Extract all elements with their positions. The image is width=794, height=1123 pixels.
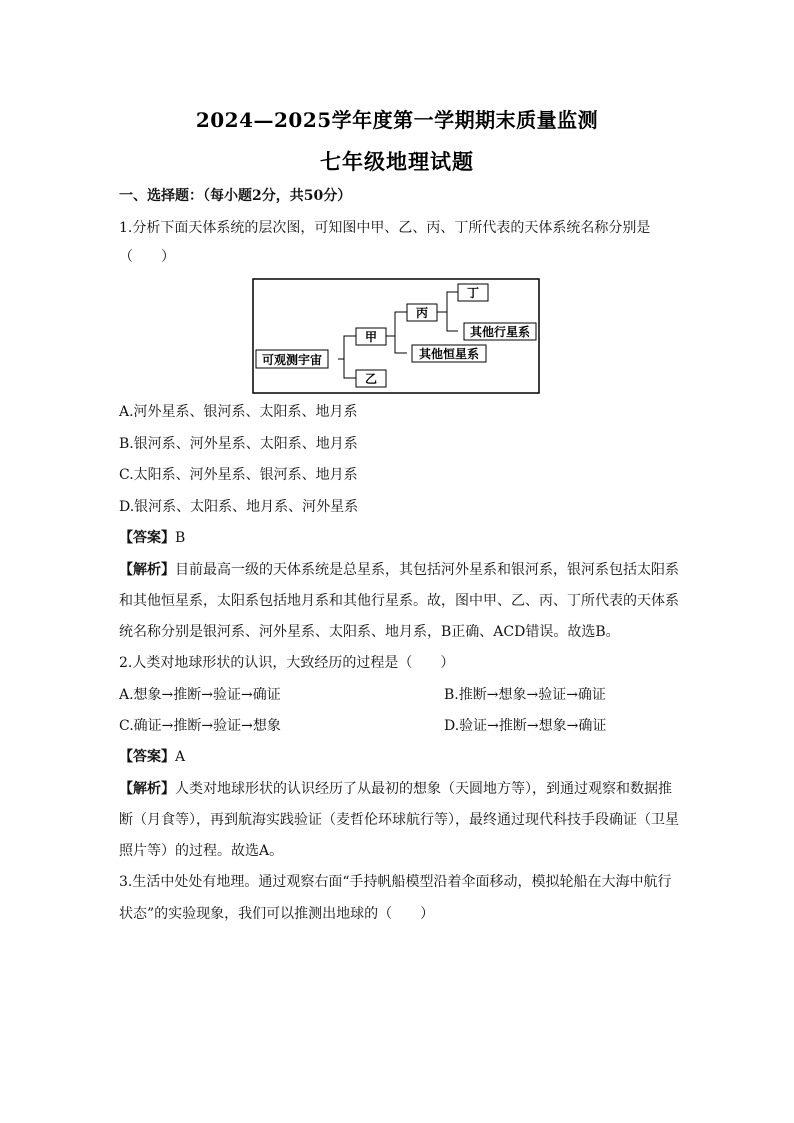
q1-answer-value: B [175,530,186,546]
q1-analysis-line2: 和其他恒星系，太阳系包括地月系和其他行星系。故，图中甲、乙、丙、丁所代表的天体系 [119,593,679,609]
q1-option-b: B.银河系、河外星系、太阳系、地月系 [119,436,358,452]
q2-option-c: C.确证→推断→验证→想象 [119,718,281,734]
label-observable-universe: 可观测宇宙 [261,353,323,367]
q2-analysis-line3: 照片等）的过程。故选A。 [119,843,284,859]
label-other-planets: 其他行星系 [469,325,531,339]
q1-answer [119,528,185,548]
q2-analysis-label: 【解析】 [119,781,175,797]
q2-answer-label: 【答案】 [119,749,175,765]
exam-subtitle: 七年级地理试题 [320,149,474,174]
celestial-hierarchy-diagram [252,278,540,394]
q1-stem-line2: （ ） [119,249,175,265]
label-ding: 丁 [466,286,480,300]
q2-analysis-text1: 人类对地球形状的认识经历了从最初的想象（天圆地方等），到通过观察和数据推 [175,781,672,797]
exam-title: 2024—2025学年度第一学期期末质量监测 [195,108,599,132]
q1-analysis-line1 [119,560,679,580]
q2-option-d: D.验证→推断→想象→确证 [444,718,607,734]
label-bing: 丙 [415,306,429,320]
q2-answer [119,747,185,767]
q1-option-a: A.河外星系、银河系、太阳系、地月系 [119,404,358,420]
q3-stem-line1: 3.生活中处处有地理。通过观察右面“手持帆船模型沿着伞面移动，模拟轮船在大海中航行 [119,874,672,890]
q1-analysis-label: 【解析】 [119,562,175,578]
q3-stem-line2: 状态”的实验现象，我们可以推测出地球的（ ） [119,906,435,922]
q1-option-c: C.太阳系、河外星系、银河系、地月系 [119,467,358,483]
q2-stem: 2.人类对地球形状的认识，大致经历的过程是（ ） [119,655,455,671]
q1-analysis-line3: 统名称分别是银河系、河外星系、太阳系、地月系，B正确、ACD错误。故选B。 [119,624,620,640]
q1-analysis-text1: 目前最高一级的天体系统是总星系，其包括河外星系和银河系，银河系包括太阳系 [175,562,679,578]
label-jia: 甲 [364,330,378,344]
q1-stem-line1: 1.分析下面天体系统的层次图，可知图中甲、乙、丙、丁所代表的天体系统名称分别是 [119,220,651,236]
q2-analysis-line2: 断（月食等），再到航海实践验证（麦哲伦环球航行等），最终通过现代科技手段确证（卫星 [119,812,679,828]
q2-option-a: A.想象→推断→验证→确证 [119,687,281,703]
q2-answer-value: A [175,749,186,765]
q1-answer-label: 【答案】 [119,530,175,546]
q2-option-b: B.推断→想象→验证→确证 [444,687,606,703]
section-heading: 一、选择题：（每小题2分，共50分） [119,188,352,204]
q2-analysis-line1 [119,779,672,799]
label-yi: 乙 [364,372,378,386]
q1-option-d: D.银河系、太阳系、地月系、河外星系 [119,499,359,515]
label-other-stars: 其他恒星系 [418,347,480,361]
